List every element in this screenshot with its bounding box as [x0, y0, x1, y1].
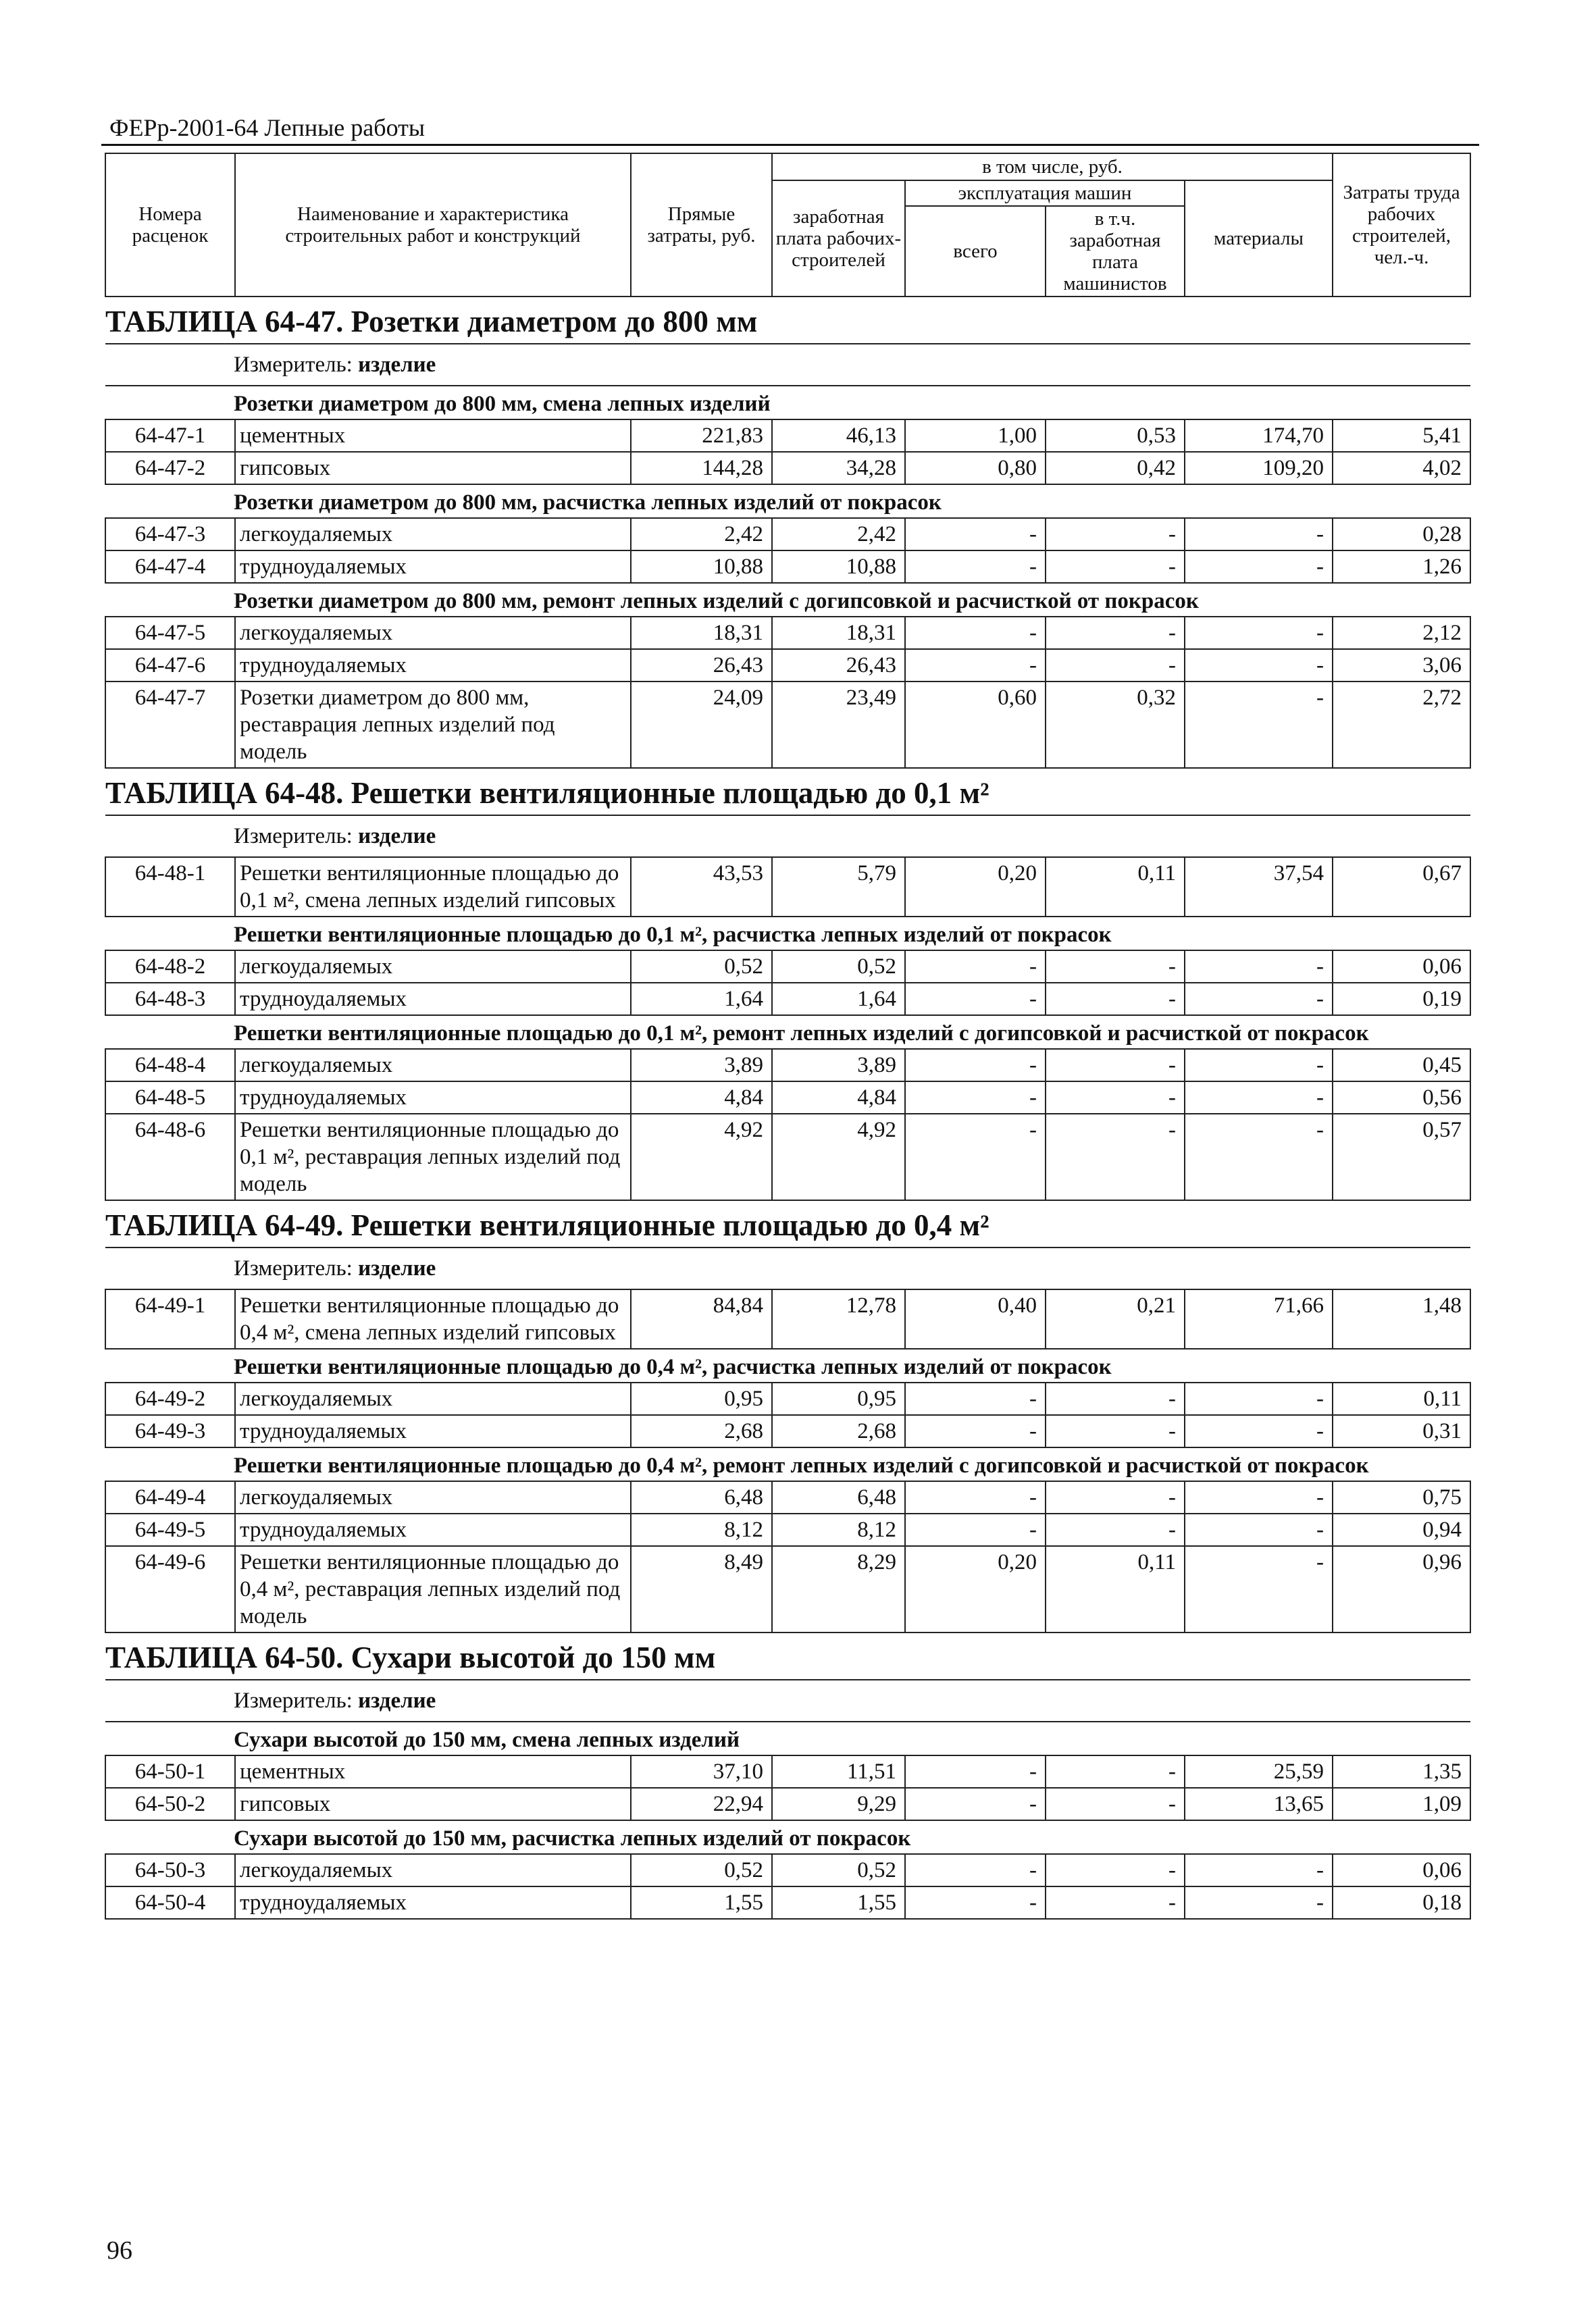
row-labor: 0,96: [1333, 1546, 1470, 1632]
row-labor: 3,06: [1333, 649, 1470, 682]
table-row: [105, 983, 1470, 1015]
group-heading-text: Решетки вентиляционные площадью до 0,1 м², ремонт лепных изделий с догипсовкой и расчисткой от покрасок: [105, 1015, 1470, 1049]
row-name: трудноудаляемых: [235, 550, 631, 583]
row-direct: 8,49: [631, 1546, 772, 1632]
row-wage: 4,84: [772, 1081, 905, 1114]
row-machinists-wage: -: [1046, 983, 1185, 1015]
row-code: 64-48-5: [105, 1081, 235, 1114]
row-machines: -: [905, 1514, 1046, 1546]
measure-row: [105, 1680, 1470, 1722]
row-wage: 23,49: [772, 682, 905, 768]
row-machinists-wage: -: [1046, 1886, 1185, 1919]
measure-cell: [105, 815, 1470, 857]
row-wage: 2,42: [772, 518, 905, 550]
row-machinists-wage: -: [1046, 1049, 1185, 1081]
table-row: [105, 550, 1470, 583]
row-wage: 46,13: [772, 419, 905, 452]
table-row: [105, 1854, 1470, 1886]
row-code: 64-47-3: [105, 518, 235, 550]
row-direct: 0,52: [631, 1854, 772, 1886]
row-labor: 0,11: [1333, 1383, 1470, 1415]
row-labor: 0,67: [1333, 857, 1470, 917]
measure-label: Измеритель:: [234, 1256, 353, 1281]
row-machines: -: [905, 649, 1046, 682]
row-materials: -: [1185, 1514, 1333, 1546]
row-materials: -: [1185, 649, 1333, 682]
table-row: [105, 1049, 1470, 1081]
row-machines: 1,00: [905, 419, 1046, 452]
col-machines-header: эксплуатация машин: [905, 180, 1185, 206]
col-wage-header: заработная плата рабочих-строителей: [772, 180, 905, 297]
row-code: 64-49-6: [105, 1546, 235, 1632]
measure-value: изделие: [358, 353, 436, 377]
row-direct: 0,52: [631, 950, 772, 983]
group-heading-text: Розетки диаметром до 800 мм, смена лепных изделий: [105, 386, 1470, 419]
row-machinists-wage: 0,11: [1046, 1546, 1185, 1632]
row-machines: 0,60: [905, 682, 1046, 768]
row-materials: -: [1185, 950, 1333, 983]
group-heading-text: Решетки вентиляционные площадью до 0,1 м², расчистка лепных изделий от покрасок: [105, 917, 1470, 950]
row-code: 64-47-5: [105, 617, 235, 649]
row-wage: 0,52: [772, 950, 905, 983]
row-materials: 109,20: [1185, 452, 1333, 484]
section-title: [105, 1200, 1470, 1248]
row-wage: 9,29: [772, 1788, 905, 1820]
section-title-text: ТАБЛИЦА 64-50. Сухари высотой до 150 мм: [105, 1632, 1470, 1680]
col-materials-header: материалы: [1185, 180, 1333, 297]
table-row: [105, 1788, 1470, 1820]
table-row: [105, 452, 1470, 484]
row-materials: -: [1185, 617, 1333, 649]
row-machines: -: [905, 1049, 1046, 1081]
group-heading-text: Решетки вентиляционные площадью до 0,4 м², расчистка лепных изделий от покрасок: [105, 1349, 1470, 1383]
col-mach-all-header: всего: [905, 206, 1046, 297]
row-machinists-wage: -: [1046, 1854, 1185, 1886]
row-machines: -: [905, 1415, 1046, 1447]
group-heading: [105, 917, 1470, 950]
col-incl-header: в том числе, руб.: [772, 153, 1333, 180]
section-title: [105, 297, 1470, 344]
row-name: Решетки вентиляционные площадью до 0,4 м², реставрация лепных изделий под модель: [235, 1546, 631, 1632]
table-row: [105, 1289, 1470, 1349]
table-header: [105, 153, 1470, 297]
row-materials: -: [1185, 1049, 1333, 1081]
row-wage: 11,51: [772, 1755, 905, 1788]
row-name: трудноудаляемых: [235, 649, 631, 682]
row-machinists-wage: 0,11: [1046, 857, 1185, 917]
row-machines: -: [905, 617, 1046, 649]
table-row: [105, 617, 1470, 649]
row-machinists-wage: -: [1046, 950, 1185, 983]
row-code: 64-49-3: [105, 1415, 235, 1447]
row-code: 64-50-2: [105, 1788, 235, 1820]
group-heading-text: Сухари высотой до 150 мм, смена лепных изделий: [105, 1722, 1470, 1755]
row-labor: 0,06: [1333, 1854, 1470, 1886]
row-name: Решетки вентиляционные площадью до 0,1 м², смена лепных изделий гипсовых: [235, 857, 631, 917]
row-machinists-wage: 0,53: [1046, 419, 1185, 452]
table-row: [105, 1886, 1470, 1919]
row-machines: -: [905, 518, 1046, 550]
row-code: 64-47-4: [105, 550, 235, 583]
row-machinists-wage: -: [1046, 518, 1185, 550]
row-machinists-wage: -: [1046, 1114, 1185, 1200]
row-name: гипсовых: [235, 452, 631, 484]
row-wage: 1,64: [772, 983, 905, 1015]
row-direct: 221,83: [631, 419, 772, 452]
row-name: трудноудаляемых: [235, 1514, 631, 1546]
row-labor: 1,09: [1333, 1788, 1470, 1820]
row-code: 64-48-1: [105, 857, 235, 917]
row-wage: 34,28: [772, 452, 905, 484]
col-code-header: Номера расценок: [105, 153, 235, 297]
row-labor: 1,35: [1333, 1755, 1470, 1788]
row-wage: 18,31: [772, 617, 905, 649]
row-labor: 0,57: [1333, 1114, 1470, 1200]
row-materials: -: [1185, 983, 1333, 1015]
row-wage: 8,29: [772, 1546, 905, 1632]
section-title-text: ТАБЛИЦА 64-47. Розетки диаметром до 800 мм: [105, 297, 1470, 344]
header-rule: [101, 144, 1479, 146]
running-head: ФЕРр-2001-64 Лепные работы: [109, 114, 426, 141]
row-code: 64-49-1: [105, 1289, 235, 1349]
row-name: цементных: [235, 419, 631, 452]
row-direct: 1,64: [631, 983, 772, 1015]
row-direct: 8,12: [631, 1514, 772, 1546]
row-labor: 1,26: [1333, 550, 1470, 583]
row-machinists-wage: -: [1046, 649, 1185, 682]
row-machines: -: [905, 1481, 1046, 1514]
row-materials: 37,54: [1185, 857, 1333, 917]
row-code: 64-48-6: [105, 1114, 235, 1200]
row-machines: -: [905, 1788, 1046, 1820]
row-name: трудноудаляемых: [235, 1886, 631, 1919]
row-direct: 18,31: [631, 617, 772, 649]
group-heading: [105, 1349, 1470, 1383]
row-machinists-wage: -: [1046, 550, 1185, 583]
row-materials: 71,66: [1185, 1289, 1333, 1349]
row-machines: -: [905, 983, 1046, 1015]
measure-cell: [105, 1248, 1470, 1289]
row-name: Розетки диаметром до 800 мм, реставрация лепных изделий под модель: [235, 682, 631, 768]
section-title-text: ТАБЛИЦА 64-49. Решетки вентиляционные площадью до 0,4 м²: [105, 1200, 1470, 1248]
row-code: 64-48-2: [105, 950, 235, 983]
row-labor: 0,28: [1333, 518, 1470, 550]
page-number: 96: [107, 2236, 132, 2265]
table-row: [105, 649, 1470, 682]
row-name: цементных: [235, 1755, 631, 1788]
table-row: [105, 1514, 1470, 1546]
table-row: [105, 1081, 1470, 1114]
row-labor: 0,31: [1333, 1415, 1470, 1447]
row-labor: 0,18: [1333, 1886, 1470, 1919]
rates-table: [105, 153, 1471, 1920]
row-machinists-wage: -: [1046, 1514, 1185, 1546]
row-machines: -: [905, 1081, 1046, 1114]
row-machines: -: [905, 1755, 1046, 1788]
row-direct: 4,92: [631, 1114, 772, 1200]
group-heading-text: Решетки вентиляционные площадью до 0,4 м², ремонт лепных изделий с догипсовкой и расчисткой от покрасок: [105, 1447, 1470, 1481]
measure-value: изделие: [358, 1689, 436, 1713]
row-materials: 13,65: [1185, 1788, 1333, 1820]
row-machinists-wage: -: [1046, 617, 1185, 649]
table-row: [105, 1481, 1470, 1514]
measure-value: изделие: [358, 824, 436, 848]
row-labor: 0,45: [1333, 1049, 1470, 1081]
row-direct: 4,84: [631, 1081, 772, 1114]
row-code: 64-47-7: [105, 682, 235, 768]
row-labor: 0,56: [1333, 1081, 1470, 1114]
row-materials: -: [1185, 1854, 1333, 1886]
group-heading-text: Сухари высотой до 150 мм, расчистка лепных изделий от покрасок: [105, 1820, 1470, 1854]
row-labor: 2,12: [1333, 617, 1470, 649]
table-row: [105, 1114, 1470, 1200]
row-direct: 144,28: [631, 452, 772, 484]
row-direct: 2,42: [631, 518, 772, 550]
row-machines: -: [905, 1854, 1046, 1886]
group-heading: [105, 386, 1470, 419]
row-wage: 5,79: [772, 857, 905, 917]
table-row: [105, 857, 1470, 917]
row-machines: -: [905, 950, 1046, 983]
row-code: 64-49-2: [105, 1383, 235, 1415]
row-labor: 0,75: [1333, 1481, 1470, 1514]
measure-row: [105, 815, 1470, 857]
group-heading: [105, 484, 1470, 518]
row-wage: 6,48: [772, 1481, 905, 1514]
row-code: 64-50-3: [105, 1854, 235, 1886]
row-name: легкоудаляемых: [235, 950, 631, 983]
row-direct: 2,68: [631, 1415, 772, 1447]
row-materials: -: [1185, 550, 1333, 583]
row-labor: 4,02: [1333, 452, 1470, 484]
row-wage: 4,92: [772, 1114, 905, 1200]
row-machines: -: [905, 1383, 1046, 1415]
measure-cell: [105, 344, 1470, 386]
row-machinists-wage: 0,42: [1046, 452, 1185, 484]
row-machines: -: [905, 1114, 1046, 1200]
row-materials: -: [1185, 1114, 1333, 1200]
row-name: Решетки вентиляционные площадью до 0,4 м², смена лепных изделий гипсовых: [235, 1289, 631, 1349]
row-machinists-wage: -: [1046, 1383, 1185, 1415]
row-wage: 0,52: [772, 1854, 905, 1886]
row-machines: 0,80: [905, 452, 1046, 484]
measure-value: изделие: [358, 1256, 436, 1281]
section-title-text: ТАБЛИЦА 64-48. Решетки вентиляционные площадью до 0,1 м²: [105, 768, 1470, 815]
row-name: трудноудаляемых: [235, 983, 631, 1015]
measure-cell: [105, 1680, 1470, 1722]
section-title: [105, 768, 1470, 815]
row-materials: -: [1185, 1481, 1333, 1514]
row-name: легкоудаляемых: [235, 617, 631, 649]
row-wage: 0,95: [772, 1383, 905, 1415]
row-machinists-wage: -: [1046, 1415, 1185, 1447]
row-labor: 5,41: [1333, 419, 1470, 452]
row-materials: 174,70: [1185, 419, 1333, 452]
row-machines: 0,40: [905, 1289, 1046, 1349]
measure-label: Измеритель:: [234, 1689, 353, 1713]
row-code: 64-49-5: [105, 1514, 235, 1546]
row-wage: 10,88: [772, 550, 905, 583]
col-direct-header: Прямые затраты, руб.: [631, 153, 772, 297]
group-heading-text: Розетки диаметром до 800 мм, расчистка лепных изделий от покрасок: [105, 484, 1470, 518]
row-direct: 3,89: [631, 1049, 772, 1081]
measure-label: Измеритель:: [234, 353, 353, 377]
group-heading: [105, 1722, 1470, 1755]
row-direct: 24,09: [631, 682, 772, 768]
group-heading: [105, 1015, 1470, 1049]
row-direct: 10,88: [631, 550, 772, 583]
row-labor: 0,94: [1333, 1514, 1470, 1546]
row-machines: -: [905, 1886, 1046, 1919]
row-labor: 1,48: [1333, 1289, 1470, 1349]
row-materials: -: [1185, 518, 1333, 550]
row-direct: 37,10: [631, 1755, 772, 1788]
row-code: 64-50-4: [105, 1886, 235, 1919]
row-name: легкоудаляемых: [235, 1049, 631, 1081]
row-machines: 0,20: [905, 857, 1046, 917]
row-machines: 0,20: [905, 1546, 1046, 1632]
table-body: [105, 297, 1470, 1919]
row-direct: 1,55: [631, 1886, 772, 1919]
table-row: [105, 950, 1470, 983]
row-machines: -: [905, 550, 1046, 583]
table-row: [105, 1546, 1470, 1632]
row-direct: 22,94: [631, 1788, 772, 1820]
row-name: легкоудаляемых: [235, 518, 631, 550]
group-heading: [105, 1447, 1470, 1481]
row-machinists-wage: -: [1046, 1788, 1185, 1820]
row-materials: -: [1185, 1383, 1333, 1415]
table-row: [105, 1383, 1470, 1415]
row-name: трудноудаляемых: [235, 1415, 631, 1447]
row-name: гипсовых: [235, 1788, 631, 1820]
row-direct: 26,43: [631, 649, 772, 682]
row-name: легкоудаляемых: [235, 1481, 631, 1514]
group-heading-text: Розетки диаметром до 800 мм, ремонт лепных изделий с догипсовкой и расчисткой от покрасок: [105, 583, 1470, 617]
row-direct: 0,95: [631, 1383, 772, 1415]
row-direct: 84,84: [631, 1289, 772, 1349]
row-labor: 0,19: [1333, 983, 1470, 1015]
row-wage: 8,12: [772, 1514, 905, 1546]
row-code: 64-47-6: [105, 649, 235, 682]
row-machinists-wage: 0,21: [1046, 1289, 1185, 1349]
table-row: [105, 518, 1470, 550]
table-row: [105, 1755, 1470, 1788]
row-machinists-wage: 0,32: [1046, 682, 1185, 768]
row-labor: 0,06: [1333, 950, 1470, 983]
row-wage: 12,78: [772, 1289, 905, 1349]
row-materials: -: [1185, 1081, 1333, 1114]
row-wage: 1,55: [772, 1886, 905, 1919]
row-materials: -: [1185, 1546, 1333, 1632]
table-row: [105, 419, 1470, 452]
group-heading: [105, 583, 1470, 617]
table-row: [105, 682, 1470, 768]
col-name-header: Наименование и характеристика строительных работ и конструкций: [235, 153, 631, 297]
row-machinists-wage: -: [1046, 1081, 1185, 1114]
table-row: [105, 1415, 1470, 1447]
measure-row: [105, 1248, 1470, 1289]
row-wage: 26,43: [772, 649, 905, 682]
row-materials: -: [1185, 1886, 1333, 1919]
col-labor-header: Затраты труда рабочих строителей, чел.-ч.: [1333, 153, 1470, 297]
row-code: 64-47-2: [105, 452, 235, 484]
row-name: Решетки вентиляционные площадью до 0,1 м², реставрация лепных изделий под модель: [235, 1114, 631, 1200]
row-materials: -: [1185, 1415, 1333, 1447]
measure-row: [105, 344, 1470, 386]
row-code: 64-48-3: [105, 983, 235, 1015]
row-direct: 6,48: [631, 1481, 772, 1514]
row-machinists-wage: -: [1046, 1481, 1185, 1514]
row-materials: -: [1185, 682, 1333, 768]
row-wage: 3,89: [772, 1049, 905, 1081]
row-wage: 2,68: [772, 1415, 905, 1447]
row-code: 64-47-1: [105, 419, 235, 452]
row-name: трудноудаляемых: [235, 1081, 631, 1114]
section-title: [105, 1632, 1470, 1680]
row-code: 64-48-4: [105, 1049, 235, 1081]
measure-label: Измеритель:: [234, 824, 353, 848]
row-direct: 43,53: [631, 857, 772, 917]
row-name: легкоудаляемых: [235, 1854, 631, 1886]
row-materials: 25,59: [1185, 1755, 1333, 1788]
row-code: 64-49-4: [105, 1481, 235, 1514]
row-name: легкоудаляемых: [235, 1383, 631, 1415]
row-machinists-wage: -: [1046, 1755, 1185, 1788]
col-mach-wage-header: в т.ч. заработная плата машинистов: [1046, 206, 1185, 297]
row-code: 64-50-1: [105, 1755, 235, 1788]
row-labor: 2,72: [1333, 682, 1470, 768]
group-heading: [105, 1820, 1470, 1854]
